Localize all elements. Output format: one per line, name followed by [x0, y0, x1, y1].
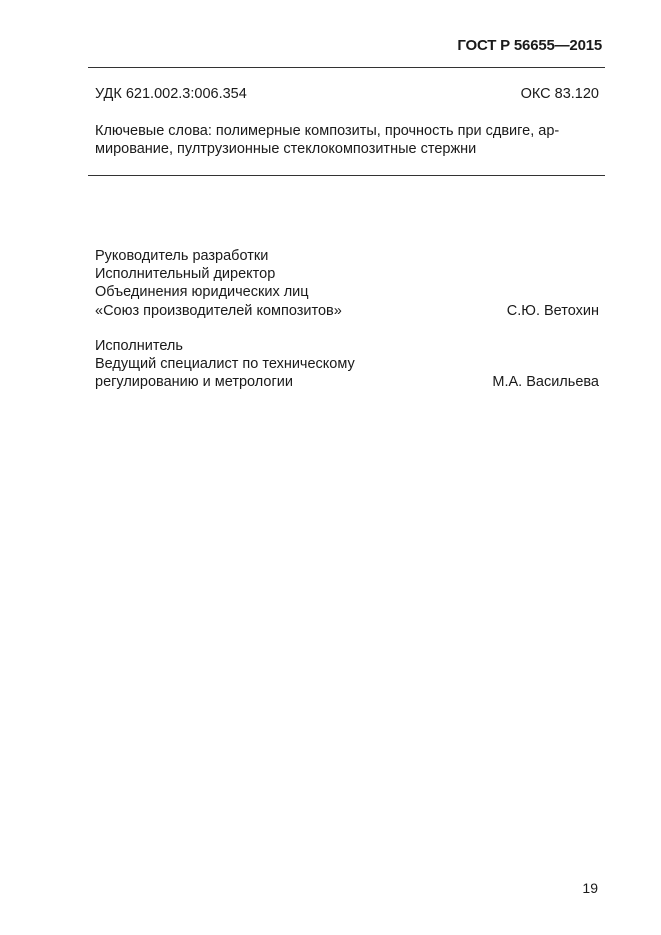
executor-role-text: Исполнитель: [95, 338, 183, 354]
executor-role: [95, 337, 599, 355]
lead-role: [95, 247, 599, 265]
lead-organization-line-2: [95, 302, 599, 320]
lead-position: [95, 265, 599, 283]
executor-signature-block: [95, 337, 599, 392]
lead-signatory-name: С.Ю. Ветохин: [506, 302, 599, 319]
classification-row: [95, 86, 599, 102]
oks-code: ОКС 83.120: [520, 86, 599, 102]
executor-position-line-1: [95, 355, 599, 373]
top-divider: [88, 67, 605, 68]
udk-code: УДК 621.002.3:006.354: [95, 86, 247, 102]
keywords-paragraph: [95, 122, 601, 158]
page-number: 19: [582, 880, 598, 896]
executor-position-text-2: регулированию и метрологии: [95, 374, 293, 391]
lead-signature-block: [95, 247, 599, 320]
lead-org-text-1: Объединения юридических лиц: [95, 284, 309, 301]
lead-organization-line-1: [95, 283, 599, 301]
executor-position-line-2: [95, 373, 599, 391]
lead-position-text: Исполнительный директор: [95, 266, 276, 283]
keywords-line-2: мирование, пултрузионные стеклокомпозитные стержни: [95, 141, 477, 157]
lead-role-text: Руководитель разработки: [95, 248, 269, 264]
lead-org-text-2: «Союз производителей композитов»: [95, 302, 342, 319]
bottom-divider: [88, 175, 605, 176]
executor-signatory-name: М.А. Васильева: [492, 374, 599, 391]
standard-code: ГОСТ Р 56655—2015: [457, 37, 602, 54]
executor-position-text-1: Ведущий специалист по техническому: [95, 356, 355, 373]
keywords-line-1: Ключевые слова: полимерные композиты, прочность при сдвиге, ар-: [95, 123, 560, 139]
